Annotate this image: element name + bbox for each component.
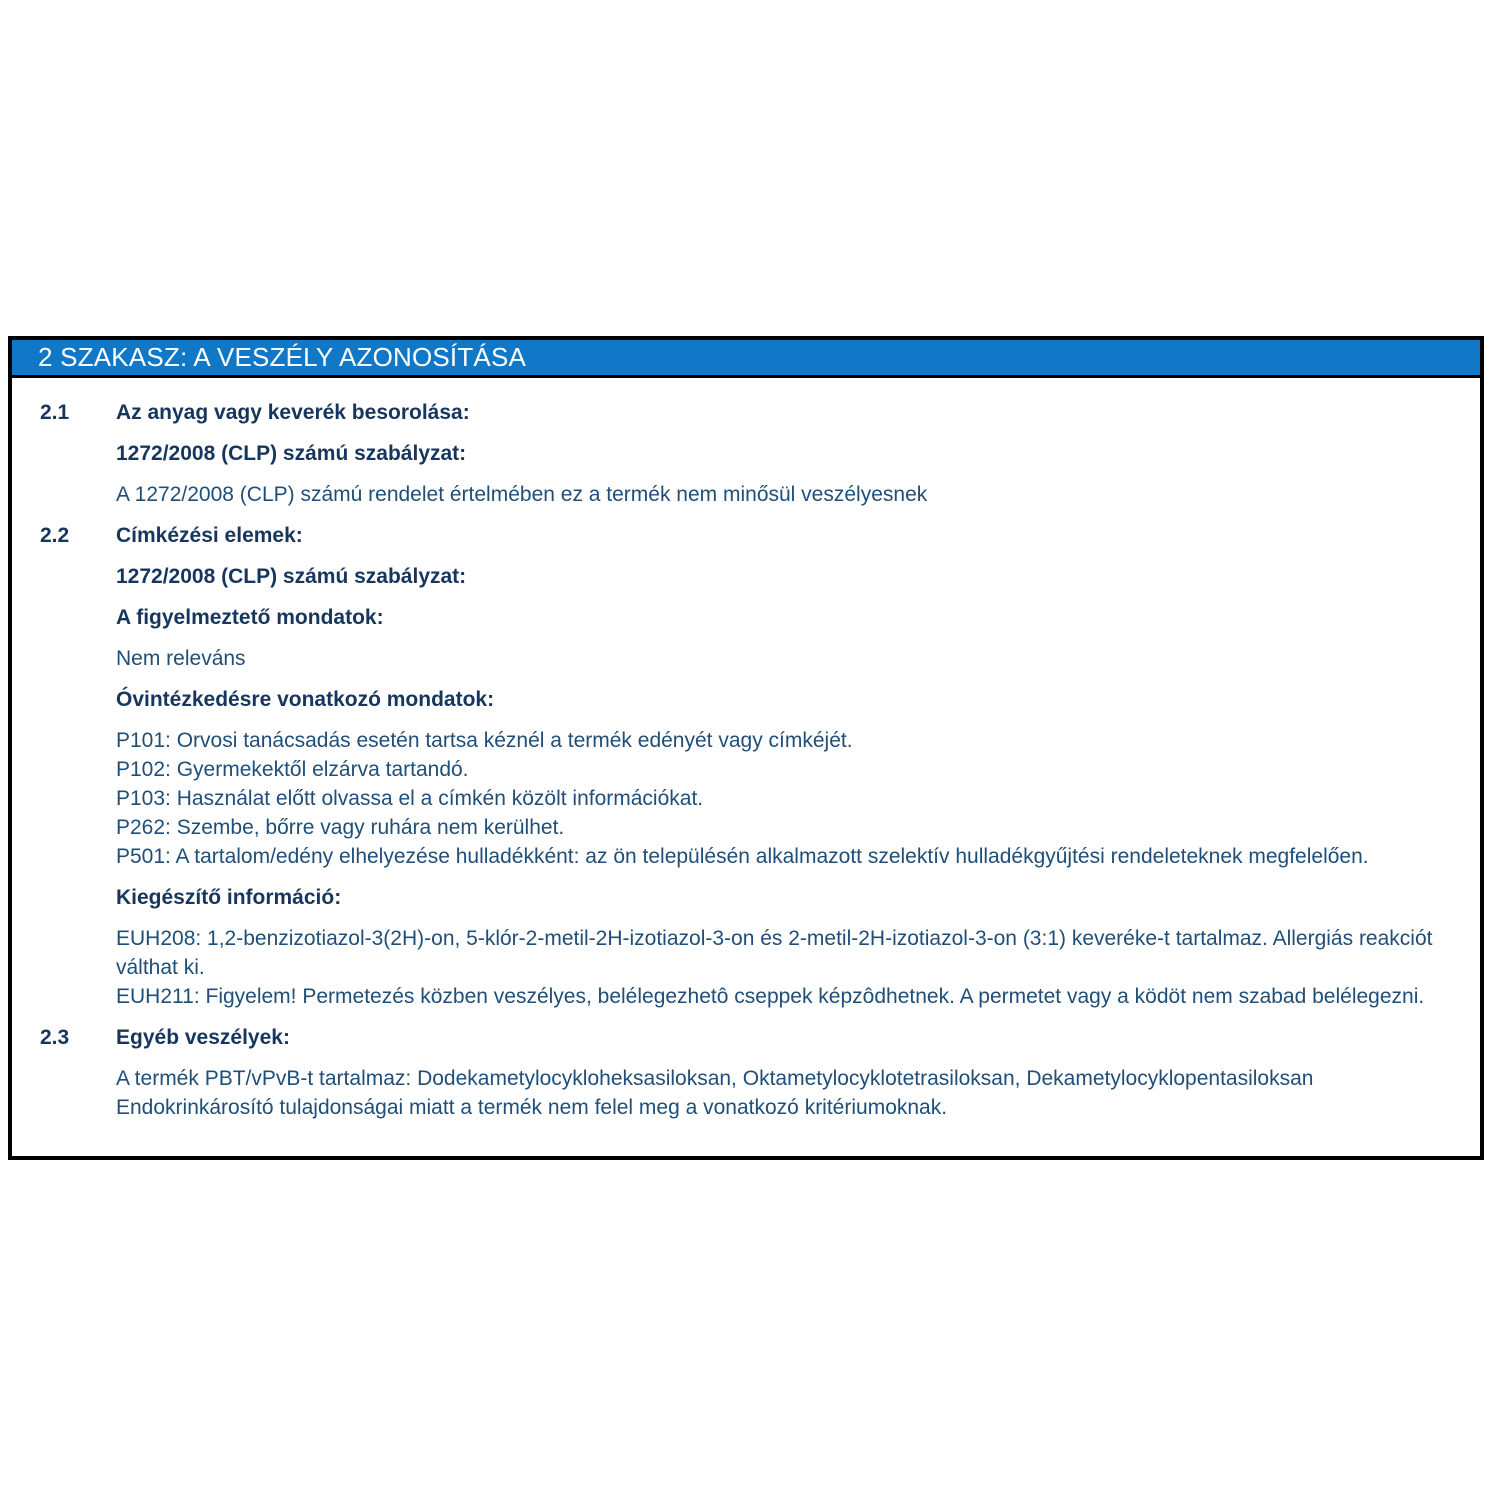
spacer (40, 644, 116, 673)
section-2-title: 2 SZAKASZ: A VESZÉLY AZONOSÍTÁSA (38, 342, 527, 372)
spacer (40, 726, 116, 871)
spacer (40, 1064, 116, 1122)
precaution-p101: P101: Orvosi tanácsadás esetén tartsa kéznél a termék edényét vagy címkéjét. (116, 729, 853, 752)
subsection-2-3-number: 2.3 (40, 1026, 70, 1049)
precaution-p501: P501: A tartalom/edény elhelyezése hulladékként: az ön településén alkalmazott szelektív hulladékgyűjtési rendeleteknek megfelelően. (116, 845, 1369, 868)
spacer (40, 603, 116, 632)
supplemental-euh208: EUH208: 1,2-benzizotiazol-3(2H)-on, 5-klór-2-metil-2H-izotiazol-3-on és 2-metil-2H-izotiazol-3-on (3:1) keveréke-t tartalmaz. Allergiás reakciót válthat ki. (116, 927, 1433, 979)
precautionary-statements-row (40, 726, 1450, 871)
regulation-heading-2-1: 1272/2008 (CLP) számú szabályzat: (116, 442, 467, 465)
subsection-2-1-heading-row (40, 398, 1450, 427)
precautionary-heading: Óvintézkedésre vonatkozó mondatok: (116, 688, 495, 711)
spacer (40, 883, 116, 912)
precaution-p103: P103: Használat előtt olvassa el a címkén közölt információkat. (116, 787, 704, 810)
regulation-heading-row-2 (40, 562, 1450, 591)
section-2-header-bar (12, 340, 1480, 378)
hazard-statements-heading-row (40, 603, 1450, 632)
section-2-content (12, 378, 1480, 1151)
precautionary-statements-list (116, 726, 1450, 871)
spacer (40, 562, 116, 591)
subsection-2-1-title: Az anyag vagy keverék besorolása: (116, 401, 470, 424)
spacer (40, 439, 116, 468)
subsection-2-2-title: Címkézési elemek: (116, 524, 303, 547)
supplemental-heading-row (40, 883, 1450, 912)
regulation-heading-2-2: 1272/2008 (CLP) számú szabályzat: (116, 565, 467, 588)
other-hazards-line-1: A termék PBT/vPvB-t tartalmaz: Dodekametylocykloheksasiloksan, Oktametylocyklotetrasiloksan, Dekametylocyklopentasiloksan (116, 1067, 1314, 1090)
other-hazards-text-row (40, 1064, 1450, 1122)
precautionary-heading-row (40, 685, 1450, 714)
classification-text-row (40, 480, 1450, 509)
regulation-heading-row-1 (40, 439, 1450, 468)
other-hazards-text (116, 1064, 1450, 1122)
subsection-2-2-number: 2.2 (40, 524, 70, 547)
other-hazards-line-2: Endokrinkárosító tulajdonságai miatt a termék nem felel meg a vonatkozó kritériumoknak. (116, 1096, 948, 1119)
spacer (40, 685, 116, 714)
precaution-p262: P262: Szembe, bőrre vagy ruhára nem kerülhet. (116, 816, 565, 839)
hazard-statements-value: Nem releváns (116, 647, 246, 670)
subsection-2-3-heading-row (40, 1023, 1450, 1052)
hazard-statements-heading: A figyelmeztető mondatok: (116, 606, 384, 629)
classification-text: A 1272/2008 (CLP) számú rendelet értelmében ez a termék nem minősül veszélyesnek (116, 483, 928, 506)
supplemental-euh211: EUH211: Figyelem! Permetezés közben veszélyes, belélegezhetô cseppek képzôdhetnek. A permetet vagy a ködöt nem szabad belélegezni. (116, 985, 1425, 1008)
spacer (40, 480, 116, 509)
section-2-box (8, 336, 1484, 1160)
subsection-2-3-title: Egyéb veszélyek: (116, 1026, 290, 1049)
supplemental-info-list (116, 924, 1450, 1011)
precaution-p102: P102: Gyermekektől elzárva tartandó. (116, 758, 469, 781)
hazard-statements-value-row (40, 644, 1450, 673)
subsection-2-2-heading-row (40, 521, 1450, 550)
subsection-2-1-number: 2.1 (40, 401, 70, 424)
supplemental-heading: Kiegészítő információ: (116, 886, 342, 909)
supplemental-info-row (40, 924, 1450, 1011)
spacer (40, 924, 116, 1011)
